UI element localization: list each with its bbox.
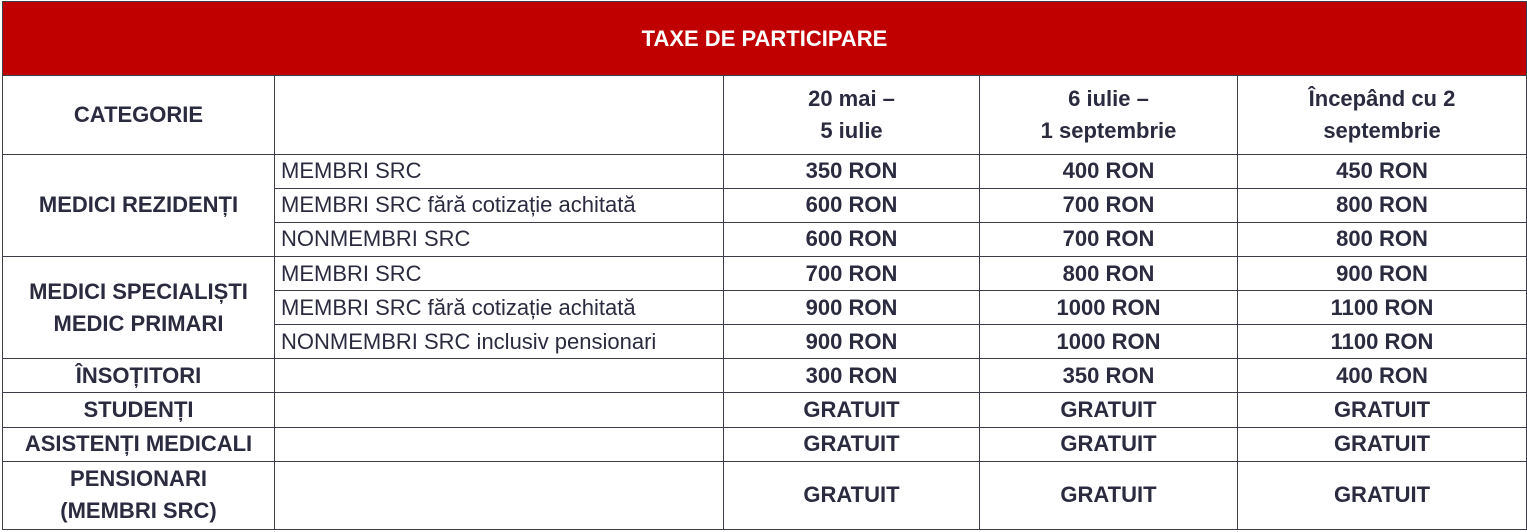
price-period-2: GRATUIT	[980, 393, 1238, 427]
subcategory-cell	[275, 359, 724, 393]
subcategory-cell: MEMBRI SRC fără cotizație achitată	[275, 291, 724, 325]
subcategory-cell	[275, 461, 724, 529]
price-period-2: 700 RON	[980, 222, 1238, 256]
subcategory-cell	[275, 427, 724, 461]
table-row	[3, 461, 1527, 529]
title-row	[3, 2, 1527, 76]
price-period-3: 800 RON	[1238, 188, 1527, 222]
header-category: CATEGORIE	[3, 76, 275, 154]
price-period-3: 400 RON	[1238, 359, 1527, 393]
category-label-line-2: (MEMBRI SRC)	[60, 498, 217, 524]
header-period-2-line-2: 1 septembrie	[1040, 117, 1177, 143]
price-period-3: GRATUIT	[1238, 427, 1527, 461]
category-label-line-2: MEDIC PRIMARI	[53, 310, 224, 336]
fees-table	[2, 1, 1527, 530]
price-period-2: 800 RON	[980, 256, 1238, 290]
header-period-3	[1238, 76, 1527, 154]
category-label-line-1: PENSIONARI	[70, 466, 207, 492]
category-studenti: STUDENȚI	[3, 393, 275, 427]
table-row	[3, 427, 1527, 461]
price-period-1: 900 RON	[724, 325, 980, 359]
price-period-2: 1000 RON	[980, 291, 1238, 325]
subcategory-cell: MEMBRI SRC	[275, 256, 724, 290]
price-period-2: 700 RON	[980, 188, 1238, 222]
price-period-1: 350 RON	[724, 154, 980, 188]
header-period-3-line-1: Începând cu 2	[1308, 85, 1456, 111]
category-label: MEDICI REZIDENȚI	[38, 192, 239, 218]
table-title: TAXE DE PARTICIPARE	[3, 2, 1527, 76]
header-period-2	[980, 76, 1238, 154]
category-medici-specialisti	[3, 256, 275, 358]
price-period-3: GRATUIT	[1238, 393, 1527, 427]
table-row	[3, 393, 1527, 427]
price-period-2: 1000 RON	[980, 325, 1238, 359]
category-label-line-1: MEDICI SPECIALIȘTI	[29, 278, 248, 304]
price-period-2: GRATUIT	[980, 461, 1238, 529]
header-period-1-line-2: 5 iulie	[820, 117, 883, 143]
price-period-2: GRATUIT	[980, 427, 1238, 461]
table-row	[3, 154, 1527, 188]
price-period-3: GRATUIT	[1238, 461, 1527, 529]
price-period-1: 300 RON	[724, 359, 980, 393]
price-period-3: 800 RON	[1238, 222, 1527, 256]
price-period-2: 400 RON	[980, 154, 1238, 188]
header-period-1-line-1: 20 mai –	[808, 85, 895, 111]
header-period-3-line-2: septembrie	[1323, 117, 1441, 143]
price-period-1: GRATUIT	[724, 393, 980, 427]
subcategory-cell: NONMEMBRI SRC inclusiv pensionari	[275, 325, 724, 359]
subcategory-cell: NONMEMBRI SRC	[275, 222, 724, 256]
subcategory-cell: MEMBRI SRC	[275, 154, 724, 188]
category-pensionari	[3, 461, 275, 529]
header-period-1	[724, 76, 980, 154]
price-period-3: 1100 RON	[1238, 325, 1527, 359]
price-period-1: 600 RON	[724, 222, 980, 256]
price-period-1: GRATUIT	[724, 461, 980, 529]
header-row	[3, 76, 1527, 154]
category-medici-rezidenti	[3, 154, 275, 256]
price-period-2: 350 RON	[980, 359, 1238, 393]
price-period-3: 900 RON	[1238, 256, 1527, 290]
price-period-3: 450 RON	[1238, 154, 1527, 188]
subcategory-cell: MEMBRI SRC fără cotizație achitată	[275, 188, 724, 222]
table-row	[3, 256, 1527, 290]
header-period-2-line-1: 6 iulie –	[1068, 85, 1149, 111]
price-period-1: 600 RON	[724, 188, 980, 222]
price-period-1: 900 RON	[724, 291, 980, 325]
price-period-1: 700 RON	[724, 256, 980, 290]
table-row	[3, 359, 1527, 393]
header-subcategory	[275, 76, 724, 154]
price-period-1: GRATUIT	[724, 427, 980, 461]
price-period-3: 1100 RON	[1238, 291, 1527, 325]
category-asistenti-medicali: ASISTENȚI MEDICALI	[3, 427, 275, 461]
category-insotitori: ÎNSOȚITORI	[3, 359, 275, 393]
subcategory-cell	[275, 393, 724, 427]
